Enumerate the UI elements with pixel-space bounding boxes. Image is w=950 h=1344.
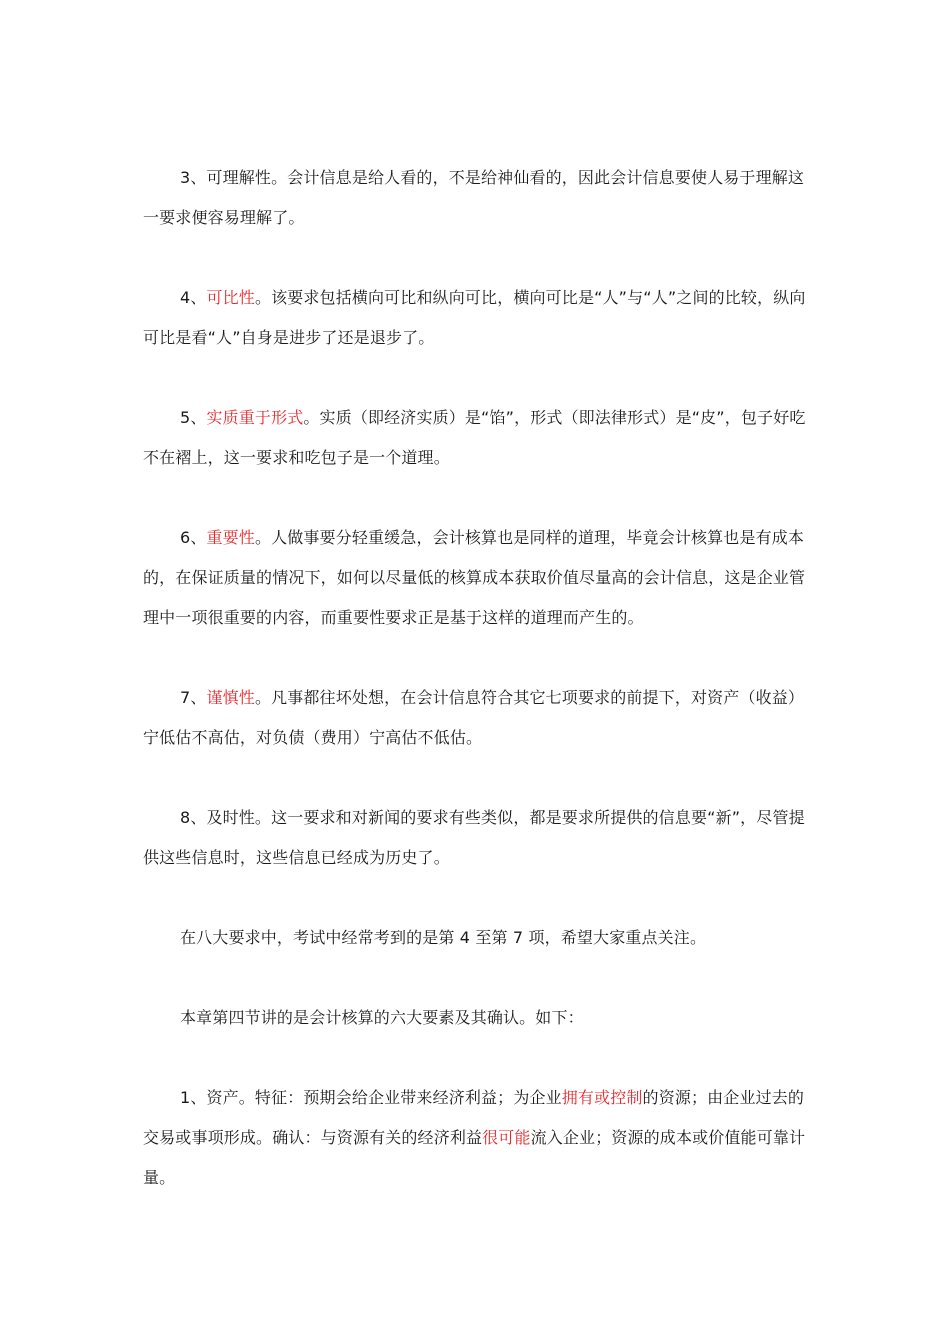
highlighted-term: 谨慎性 <box>206 688 255 707</box>
highlighted-term: 实质重于形式 <box>206 408 304 427</box>
document-page <box>143 158 807 1198</box>
paragraph-text: 。该要求包括横向可比和纵向可比，横向可比是“人”与“人”之间的比较，纵向可比是看“人”自身是进步了还是退步了。 <box>143 288 806 347</box>
paragraph-assets <box>143 1078 807 1198</box>
paragraph-text: 8、及时性。这一要求和对新闻的要求有些类似，都是要求所提供的信息要“新”，尽管提供这些信息时，这些信息已经成为历史了。 <box>143 808 805 867</box>
paragraph-text: 6、 <box>180 528 207 547</box>
highlighted-term: 可比性 <box>206 288 255 307</box>
paragraph-text: 本章第四节讲的是会计核算的六大要素及其确认。如下： <box>180 1008 584 1027</box>
paragraph-materiality <box>143 518 807 638</box>
paragraph-text: 流入企业；资源的成本或价值能可靠计量。 <box>143 1128 806 1187</box>
highlighted-term: 重要性 <box>206 528 255 547</box>
paragraph-section-intro <box>143 998 807 1038</box>
paragraph-text: 的资源；由企业过去的交易或事项形成。确认：与资源有关的经济利益 <box>143 1088 805 1147</box>
paragraph-substance-over-form <box>143 398 807 478</box>
paragraph-text: 4、 <box>180 288 207 307</box>
paragraph-exam-focus <box>143 918 807 958</box>
paragraph-text: 1、资产。特征：预期会给企业带来经济利益；为企业 <box>180 1088 562 1107</box>
paragraph-prudence <box>143 678 807 758</box>
paragraph-text: 3、可理解性。会计信息是给人看的，不是给神仙看的，因此会计信息要使人易于理解这一要求便容易理解了。 <box>143 168 805 227</box>
paragraph-text: 5、 <box>180 408 207 427</box>
paragraph-text: 。人做事要分轻重缓急，会计核算也是同样的道理，毕竟会计核算也是有成本的，在保证质量的情况下，如何以尽量低的核算成本获取价值尽量高的会计信息，这是企业管理中一项很重要的内容，而重要性要求正是基于这样的道理而产生的。 <box>143 528 806 627</box>
paragraph-text: 在八大要求中，考试中经常考到的是第 4 至第 7 项，希望大家重点关注。 <box>180 928 707 947</box>
highlighted-term: 拥有或控制 <box>561 1088 643 1107</box>
paragraph-comparability <box>143 278 807 358</box>
highlighted-term: 很可能 <box>482 1128 531 1147</box>
paragraph-understandability <box>143 158 807 238</box>
paragraph-timeliness <box>143 798 807 878</box>
paragraph-text: 。凡事都往坏处想，在会计信息符合其它七项要求的前提下，对资产（收益）宁低估不高估，对负债（费用）宁高估不低估。 <box>143 688 805 747</box>
paragraph-text: 。实质（即经济实质）是“馅”，形式（即法律形式）是“皮”，包子好吃不在褶上，这一要求和吃包子是一个道理。 <box>143 408 806 467</box>
paragraph-text: 7、 <box>180 688 207 707</box>
